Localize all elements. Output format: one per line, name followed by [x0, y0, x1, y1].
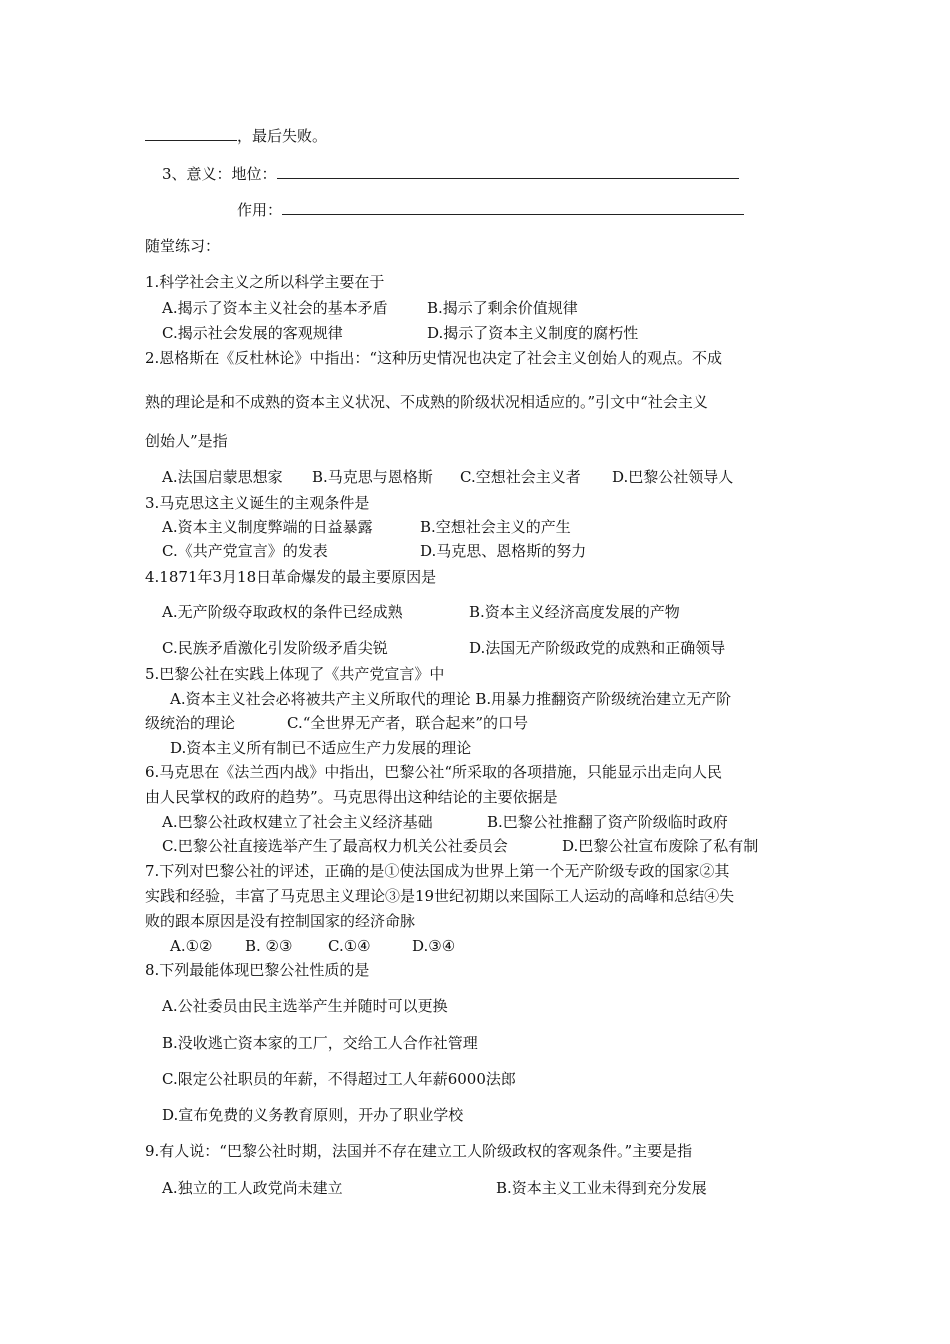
meaning-status-line: 3、意义：地位： — [162, 164, 739, 184]
question-2-option-c: C.空想社会主义者 — [460, 468, 581, 486]
status-blank[interactable] — [277, 164, 739, 179]
question-2-stem-line-1: 2.恩格斯在《反杜林论》中指出：“这种历史情况也决定了社会主义创始人的观点。不成 — [145, 349, 722, 367]
question-3-option-b: B.空想社会主义的产生 — [420, 518, 571, 536]
question-7-option-a: A.①② — [170, 937, 213, 955]
question-2-option-b: B.马克思与恩格斯 — [312, 468, 433, 486]
question-1-option-d: D.揭示了资本主义制度的腐朽性 — [427, 324, 639, 342]
question-6-stem-line-1: 6.马克思在《法兰西内战》中指出，巴黎公社“所采取的各项措施，只能显示出走向人民 — [145, 763, 722, 781]
meaning-role-line: 作用： — [237, 200, 744, 220]
fill-line-result: ，最后失败。 — [145, 126, 327, 146]
question-8-option-d: D.宣布免费的义务教育原则，开办了职业学校 — [162, 1106, 464, 1124]
answer-blank[interactable] — [145, 126, 237, 141]
question-6-stem-line-2: 由人民掌权的政府的趋势”。马克思得出这种结论的主要依据是 — [145, 788, 558, 806]
question-7-stem-line-2: 实践和经验，丰富了马克思主义理论③是19世纪初期以来国际工人运动的高峰和总结④失 — [145, 887, 735, 905]
question-6-option-c: C.巴黎公社直接选举产生了最高权力机关公社委员会 — [162, 837, 508, 855]
question-6-option-d: D.巴黎公社宣布废除了私有制 — [562, 837, 759, 855]
question-5-stem: 5.巴黎公社在实践上体现了《共产党宣言》中 — [145, 665, 445, 683]
question-4-option-c: C.民族矛盾激化引发阶级矛盾尖锐 — [162, 639, 388, 657]
question-7-stem-line-1: 7.下列对巴黎公社的评述，正确的是①使法国成为世界上第一个无产阶级专政的国家②其 — [145, 862, 730, 880]
question-3-option-d: D.马克思、恩格斯的努力 — [420, 542, 587, 560]
question-8-option-b: B.没收逃亡资本家的工厂，交给工人合作社管理 — [162, 1034, 478, 1052]
question-6-option-a: A.巴黎公社政权建立了社会主义经济基础 — [162, 813, 433, 831]
question-1-stem: 1.科学社会主义之所以科学主要在于 — [145, 273, 385, 291]
question-9-option-a: A.独立的工人政党尚未建立 — [162, 1179, 343, 1197]
question-2-option-a: A.法国启蒙思想家 — [162, 468, 283, 486]
question-6-option-b: B.巴黎公社推翻了资产阶级临时政府 — [487, 813, 728, 831]
question-2-option-d: D.巴黎公社领导人 — [612, 468, 734, 486]
question-4-option-d: D.法国无产阶级政党的成熟和正确领导 — [469, 639, 726, 657]
question-2-stem-line-2: 熟的理论是和不成熟的资本主义状况、不成熟的阶级状况相适应的。”引文中“社会主义 — [145, 393, 708, 411]
question-5-option-c: C.“全世界无产者，联合起来”的口号 — [287, 714, 529, 732]
question-5-option-d: D.资本主义所有制已不适应生产力发展的理论 — [170, 739, 472, 757]
question-2-stem-line-3: 创始人”是指 — [145, 432, 228, 450]
question-8-option-c: C.限定公社职员的年薪，不得超过工人年薪6000法郎 — [162, 1070, 516, 1088]
question-3-option-c: C.《共产党宣言》的发表 — [162, 542, 328, 560]
question-1-option-a: A.揭示了资本主义社会的基本矛盾 — [162, 299, 388, 317]
question-8-option-a: A.公社委员由民主选举产生并随时可以更换 — [162, 997, 448, 1015]
question-9-stem: 9.有人说：“巴黎公社时期，法国并不存在建立工人阶级政权的客观条件。”主要是指 — [145, 1142, 693, 1160]
question-4-option-a: A.无产阶级夺取政权的条件已经成熟 — [162, 603, 403, 621]
question-5-line-1: A.资本主义社会必将被共产主义所取代的理论 B.用暴力推翻资产阶级统治建立无产阶 — [170, 690, 732, 708]
practice-title: 随堂练习： — [145, 237, 221, 255]
question-3-stem: 3.马克思这主义诞生的主观条件是 — [145, 494, 370, 512]
question-8-stem: 8.下列最能体现巴黎公社性质的是 — [145, 961, 370, 979]
question-4-option-b: B.资本主义经济高度发展的产物 — [469, 603, 680, 621]
question-7-option-d: D.③④ — [412, 937, 456, 955]
question-7-stem-line-3: 败的跟本原因是没有控制国家的经济命脉 — [145, 912, 416, 930]
question-1-option-b: B.揭示了剩余价值规律 — [427, 299, 578, 317]
role-blank[interactable] — [282, 200, 744, 215]
question-3-option-a: A.资本主义制度弊端的日益暴露 — [162, 518, 373, 536]
question-4-stem: 4.1871年3月18日革命爆发的最主要原因是 — [145, 568, 437, 586]
question-9-option-b: B.资本主义工业未得到充分发展 — [496, 1179, 707, 1197]
question-7-option-b: B. ②③ — [245, 937, 293, 955]
question-7-option-c: C.①④ — [328, 937, 371, 955]
question-5-line-2: 级统治的理论 — [145, 714, 236, 732]
question-1-option-c: C.揭示社会发展的客观规律 — [162, 324, 343, 342]
